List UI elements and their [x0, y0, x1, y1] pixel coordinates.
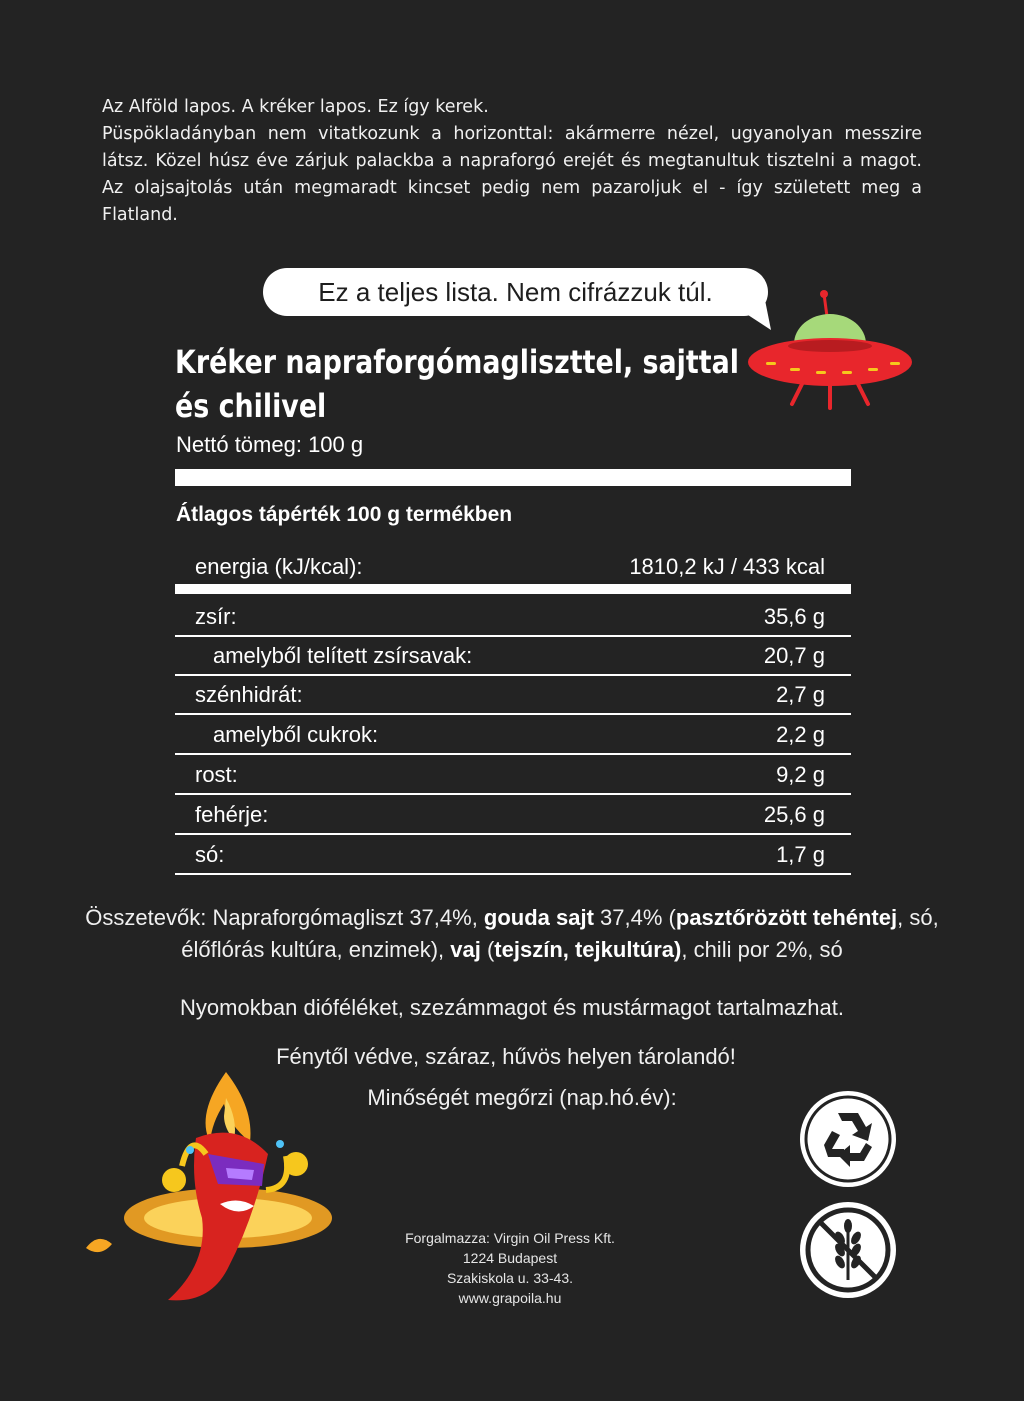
row-value: 2,2 g — [776, 722, 825, 747]
row-label: amelyből cukrok: — [213, 722, 379, 747]
net-weight: Nettó tömeg: 100 g — [176, 432, 364, 457]
chili-mascot-icon — [78, 1068, 340, 1310]
allergen-note: Nyomokban dióféléket, szezámmagot és mustármagot tartalmazhat. — [180, 995, 844, 1020]
ingredients — [70, 902, 954, 966]
nutrition-row-sugars — [175, 716, 851, 755]
best-before-label: Minőségét megőrzi (nap.hó.év): — [367, 1085, 677, 1110]
row-label: rost: — [195, 762, 238, 787]
ingredient-cream: tejszín, tejkultúra) — [494, 937, 682, 962]
product-title — [175, 340, 739, 428]
row-value: 35,6 g — [763, 604, 825, 629]
ingredients-part-3: , só, élőflórás kultúra, enzimek), — [181, 905, 939, 962]
row-label: zsír: — [195, 604, 237, 629]
energy-divider — [175, 584, 851, 594]
gluten-free-icon — [798, 1200, 898, 1300]
ingredients-part-1: Összetevők: Napraforgómagliszt 37,4%, — [85, 905, 484, 930]
storage-note: Fénytől védve, száraz, hűvös helyen tárolandó! — [276, 1044, 736, 1069]
ingredients-part-4: ( — [480, 937, 495, 962]
ufo-icon — [744, 288, 916, 418]
ingredients-part-5: , chili por 2%, só — [681, 937, 843, 962]
ingredient-milk: pasztőrözött tehéntej — [675, 905, 898, 930]
row-label: amelyből telített zsírsavak: — [213, 643, 473, 668]
energy-value: 1810,2 kJ / 433 kcal — [629, 554, 825, 579]
nutrition-row-protein — [175, 796, 851, 835]
speech-bubble: Ez a teljes lista. Nem cifrázzuk túl. — [263, 268, 768, 316]
row-label: fehérje: — [195, 802, 269, 827]
row-value: 1,7 g — [776, 842, 825, 867]
row-label: szénhidrát: — [195, 682, 303, 707]
energy-label: energia (kJ/kcal): — [195, 554, 363, 579]
nutrition-row-fibre — [175, 756, 851, 795]
intro-paragraph: Püspökladányban nem vitatkozunk a horizonttal: akármerre nézel, ugyanolyan messzire látsz. Közel húsz éve zárjuk palackba a napraforgó erejét és megtanultuk tisztelni a magot. Az olajsajtolás után megmaradt kincset pedig nem pazaroljuk el - így született meg a Flatland. — [102, 124, 922, 225]
intro-text — [102, 94, 922, 229]
row-value: 25,6 g — [763, 802, 825, 827]
product-title-line-2: és chilivel — [175, 387, 327, 425]
row-value: 20,7 g — [763, 643, 825, 668]
distributor-city: 1224 Budapest — [462, 1250, 558, 1266]
nutrition-row-fat — [175, 598, 851, 637]
row-value: 2,7 g — [776, 682, 825, 707]
nutrition-row-carbohydrate — [175, 676, 851, 715]
recycle-icon — [798, 1089, 898, 1189]
distributor-name: Forgalmazza: Virgin Oil Press Kft. — [405, 1230, 615, 1246]
nutrition-row-saturated-fat — [175, 637, 851, 676]
nutrition-row-salt — [175, 836, 851, 875]
row-label: só: — [195, 842, 225, 867]
nutrition-heading: Átlagos tápérték 100 g termékben — [176, 503, 513, 526]
row-value: 9,2 g — [776, 762, 825, 787]
distributor-street: Szakiskola u. 33-43. — [446, 1270, 574, 1286]
ingredient-butter: vaj — [450, 937, 481, 962]
energy-row — [175, 550, 851, 584]
distributor-website[interactable]: www.grapoila.hu — [458, 1290, 562, 1306]
intro-line-1: Az Alföld lapos. A kréker lapos. Ez így kerek. — [102, 97, 489, 117]
ingredients-part-2: 37,4% ( — [593, 905, 676, 930]
nutrition-top-bar — [175, 469, 851, 486]
ingredient-gouda: gouda sajt — [483, 905, 594, 930]
distributor-info — [380, 1228, 640, 1308]
product-title-line-1: Kréker napraforgómagliszttel, sajttal — [175, 343, 739, 381]
